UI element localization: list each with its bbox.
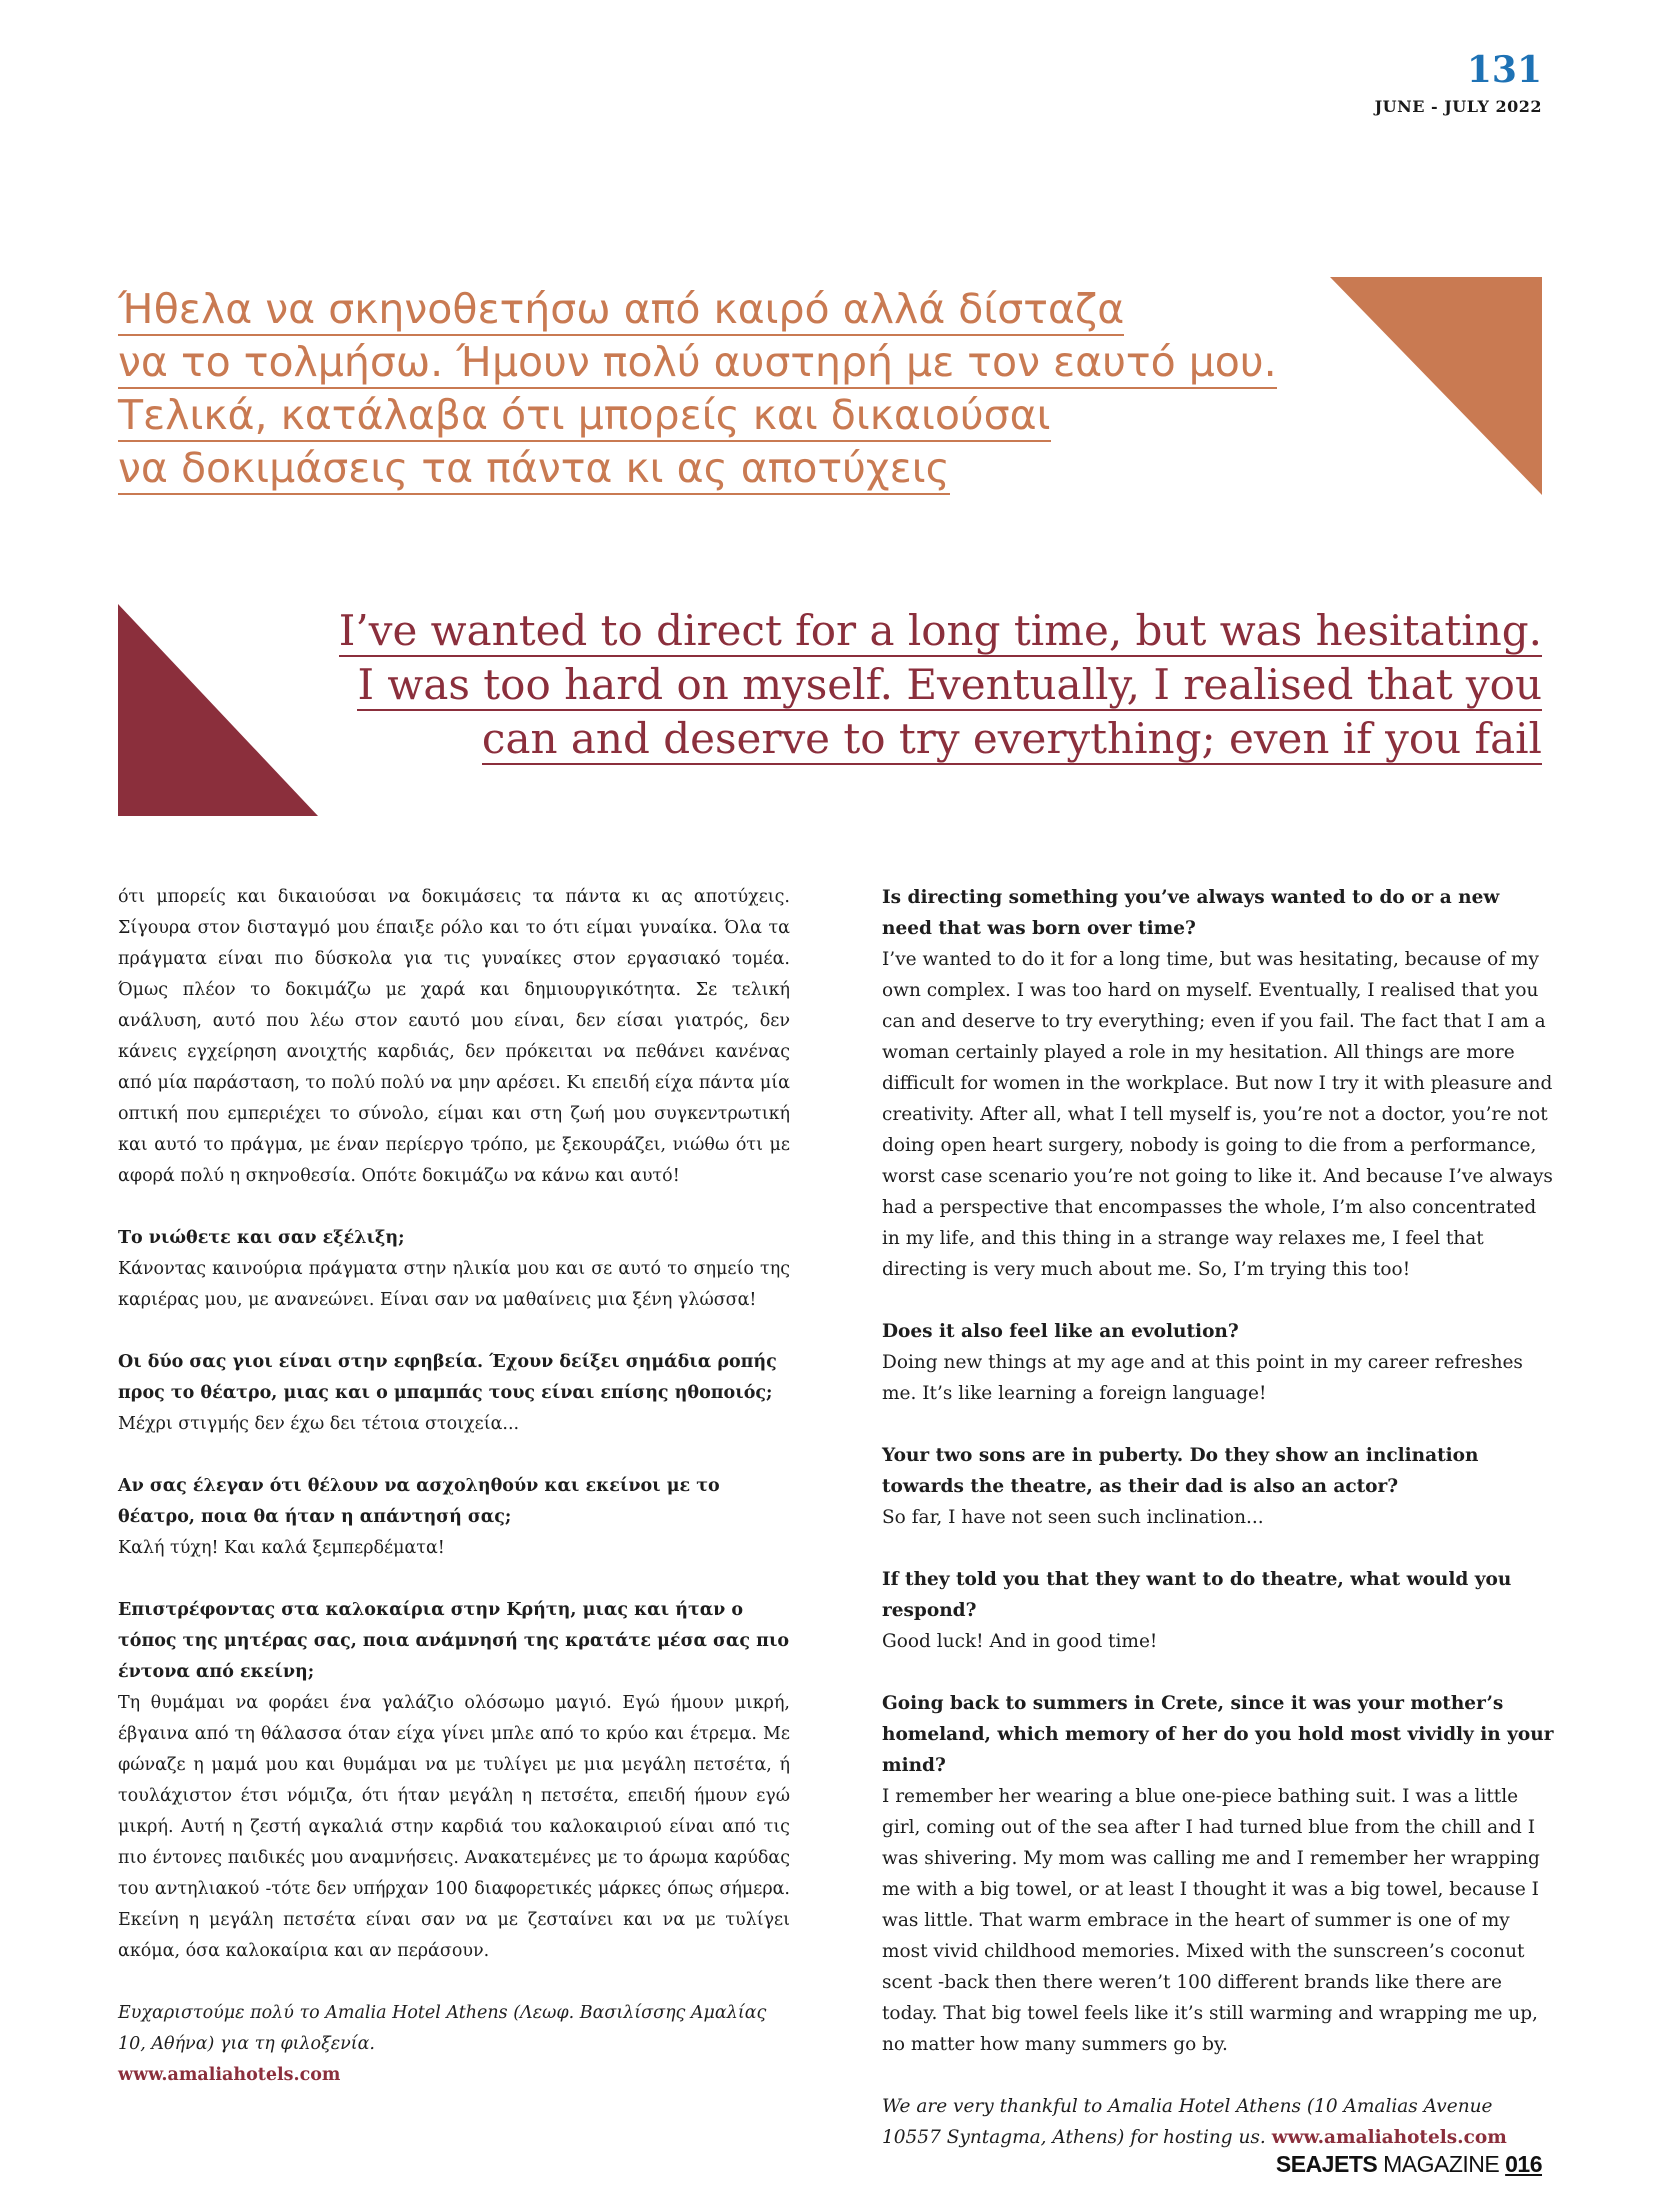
orange-triangle-decoration bbox=[1330, 277, 1542, 495]
english-qa-block bbox=[882, 1564, 1554, 1657]
brand-magazine: MAGAZINE bbox=[1377, 2151, 1506, 2177]
english-qa-block bbox=[882, 1440, 1554, 1533]
english-question: Your two sons are in puberty. Do they show an inclination towards the theatre, as their dad is also an actor? bbox=[882, 1445, 1479, 1497]
greek-answer: Κάνοντας καινούρια πράγματα στην ηλικία μου και σε αυτό το σημείο της καριέρας μου, με ανανεώνει. Είναι σαν να μαθαίνεις μια ξένη γλώσσα! bbox=[118, 1259, 790, 1310]
greek-question: Οι δύο σας γιοι είναι στην εφηβεία. Έχουν δείξει σημάδια ροπής προς το θέατρο, μιας και ο μπαμπάς τους είναι επίσης ηθοποιός; bbox=[118, 1352, 777, 1403]
magazine-brand bbox=[1276, 2153, 1542, 2176]
english-question: If they told you that they want to do theatre, what would you respond? bbox=[882, 1569, 1512, 1621]
english-answer: I’ve wanted to do it for a long time, but was hesitating, because of my own complex. I was too hard on myself. Eventually, I realised that you can and deserve to try everything; even if you fail. The fact that I am a woman certainly played a role in my hesitation. All things are more difficult for women in the workplace. But now I try it with pleasure and creativity. After all, what I tell myself is, you’re not a doctor, you’re not doing open heart surgery, nobody is going to die from a performance, worst case scenario you’re not going to like it. And because I’ve always had a perspective that encompasses the whole, I’m also concentrated in my life, and this thing in a strange way relaxes me, I feel that directing is very much about me. So, I’m trying this too! bbox=[882, 949, 1553, 1280]
brand-issue: 016 bbox=[1505, 2151, 1542, 2177]
greek-qa-block bbox=[118, 1347, 790, 1440]
greek-question: Επιστρέφοντας στα καλοκαίρια στην Κρήτη, μιας και ήταν ο τόπος της μητέρας σας, ποια ανάμνησή της κρατάτε μέσα σας πιο έντονα από εκείνη; bbox=[118, 1600, 790, 1682]
pull-quote-greek-line: να το τολμήσω. Ήμουν πολύ αυστηρή με τον εαυτό μου. bbox=[118, 339, 1277, 389]
english-answer: Doing new things at my age and at this point in my career refreshes me. It’s like learning a foreign language! bbox=[882, 1352, 1523, 1404]
page-number: 131 bbox=[1466, 49, 1542, 91]
pull-quote-english-line: I’ve wanted to direct for a long time, but was hesitating. bbox=[339, 606, 1542, 657]
english-qa-block bbox=[882, 1688, 1554, 2060]
pull-quote-english bbox=[242, 604, 1542, 766]
greek-article-column bbox=[118, 882, 790, 2122]
greek-answer: Μέχρι στιγμής δεν έχω δει τέτοια στοιχεία... bbox=[118, 1414, 520, 1434]
english-answer: I remember her wearing a blue one-piece bathing suit. I was a little girl, coming out of the sea after I had turned blue from the chill and I was shivering. My mom was calling me and I remember her wrapping me with a big towel, or at least I thought it was a big towel, because I was little. That warm embrace in the heart of summer is one of my most vivid childhood memories. Mixed with the sunscreen’s coconut scent -back then there weren’t 100 different brands like there are today. That big towel feels like it’s still warming and wrapping me up, no matter how many summers go by. bbox=[882, 1786, 1540, 2055]
pull-quote-english-line: I was too hard on myself. Eventually, I realised that you bbox=[357, 660, 1542, 711]
greek-answer: Τη θυμάμαι να φοράει ένα γαλάζιο ολόσωμο μαγιό. Εγώ ήμουν μικρή, έβγαινα από τη θάλασσα όταν είχα γίνει μπλε από το κρύο και έτρεμα. Με φώναζε η μαμά μου και θυμάμαι να με τυλίγει με μια μεγάλη πετσέτα, ή τουλάχιστον έτσι νόμιζα, ότι ήταν μεγάλη η πετσέτα, επειδή ήμουν εγώ μικρή. Αυτή η ζεστή αγκαλιά στην καρδιά του καλοκαιριού είναι από τις πιο έντονες παιδικές μου αναμνήσεις. Ανακατεμένες με το άρωμα καρύδας του αντηλιακού -τότε δεν υπήρχαν 100 διαφορετικές μάρκες όπως σήμερα. Εκείνη η μεγάλη πετσέτα είναι σαν να με ζεσταίνει και να με τυλίγει ακόμα, όσα καλοκαίρια και αν περάσουν. bbox=[118, 1693, 790, 1961]
english-hotel-link[interactable]: www.amaliahotels.com bbox=[1271, 2127, 1507, 2148]
english-qa-block bbox=[882, 1316, 1554, 1409]
english-question: Going back to summers in Crete, since it was your mother’s homeland, which memory of her do you hold most vividly in your mind? bbox=[882, 1693, 1554, 1776]
brand-seajets: SEAJETS bbox=[1275, 2151, 1378, 2177]
pull-quote-greek-line: Ήθελα να σκηνοθετήσω από καιρό αλλά δίσταζα bbox=[118, 286, 1124, 336]
pull-quote-english-line: can and deserve to try everything; even if you fail bbox=[482, 714, 1542, 765]
pull-quote-greek-line: Τελικά, κατάλαβα ότι μπορείς και δικαιούσαι bbox=[118, 392, 1051, 442]
greek-hotel-link[interactable]: www.amaliahotels.com bbox=[118, 2065, 341, 2085]
pull-quote-greek-line: να δοκιμάσεις τα πάντα κι ας αποτύχεις bbox=[118, 445, 950, 495]
pull-quote-greek bbox=[118, 283, 1318, 495]
english-question: Is directing something you’ve always wanted to do or a new need that was born over time? bbox=[882, 887, 1500, 939]
greek-qa-block bbox=[118, 1223, 790, 1316]
issue-date: JUNE - JULY 2022 bbox=[1374, 97, 1542, 116]
greek-answer: Καλή τύχη! Και καλά ξεμπερδέματα! bbox=[118, 1538, 445, 1558]
english-answer: Good luck! And in good time! bbox=[882, 1631, 1158, 1652]
greek-question: Το νιώθετε και σαν εξέλιξη; bbox=[118, 1228, 405, 1248]
english-thanks-text: We are very thankful to Amalia Hotel Athens (10 Amalias Avenue 10557 Syntagma, Athens) for hosting us. bbox=[882, 2096, 1493, 2148]
english-article-column bbox=[882, 882, 1554, 2184]
greek-question: Αν σας έλεγαν ότι θέλουν να ασχοληθούν και εκείνοι με το θέατρο, ποια θα ήταν η απάντησή σας; bbox=[118, 1476, 720, 1527]
maroon-triangle-decoration bbox=[118, 604, 318, 816]
greek-qa-block bbox=[118, 1471, 790, 1564]
english-answer: So far, I have not seen such inclination... bbox=[882, 1507, 1264, 1528]
greek-qa-block bbox=[118, 1595, 790, 1967]
greek-intro-paragraph: ότι μπορείς και δικαιούσαι να δοκιμάσεις τα πάντα κι ας αποτύχεις. Σίγουρα στον δισταγμό μου έπαιξε ρόλο και το ότι είμαι γυναίκα. Όλα τα πράγματα είναι πιο δύσκολα για τις γυναίκες στον εργασιακό τομέα. Όμως πλέον το δοκιμάζω με χαρά και δημιουργικότητα. Σε τελική ανάλυση, αυτό που λέω στον εαυτό μου είναι, δεν είσαι γιατρός, δεν κάνεις εγχείρηση ανοιχτής καρδιάς, δεν πρόκειται να πεθάνει κανένας από μία παράσταση, το πολύ πολύ να μην αρέσει. Κι επειδή είχα πάντα μία οπτική που εμπεριέχει το σύνολο, είμαι και στη ζωή μου συγκεντρωτική και αυτό το πράγμα, με έναν περίεργο τρόπο, με ξεκουράζει, νιώθω ότι με αφορά πολύ η σκηνοθεσία. Οπότε δοκιμάζω να κάνω και αυτό! bbox=[118, 887, 790, 1186]
english-thanks bbox=[882, 2091, 1554, 2153]
greek-thanks bbox=[118, 1998, 790, 2091]
english-question: Does it also feel like an evolution? bbox=[882, 1321, 1239, 1342]
english-qa-block bbox=[882, 882, 1554, 1285]
greek-thanks-text: Ευχαριστούμε πολύ το Amalia Hotel Athens (Λεωφ. Βασιλίσσης Αμαλίας 10, Αθήνα) για τη φιλοξενία. bbox=[118, 2003, 767, 2054]
